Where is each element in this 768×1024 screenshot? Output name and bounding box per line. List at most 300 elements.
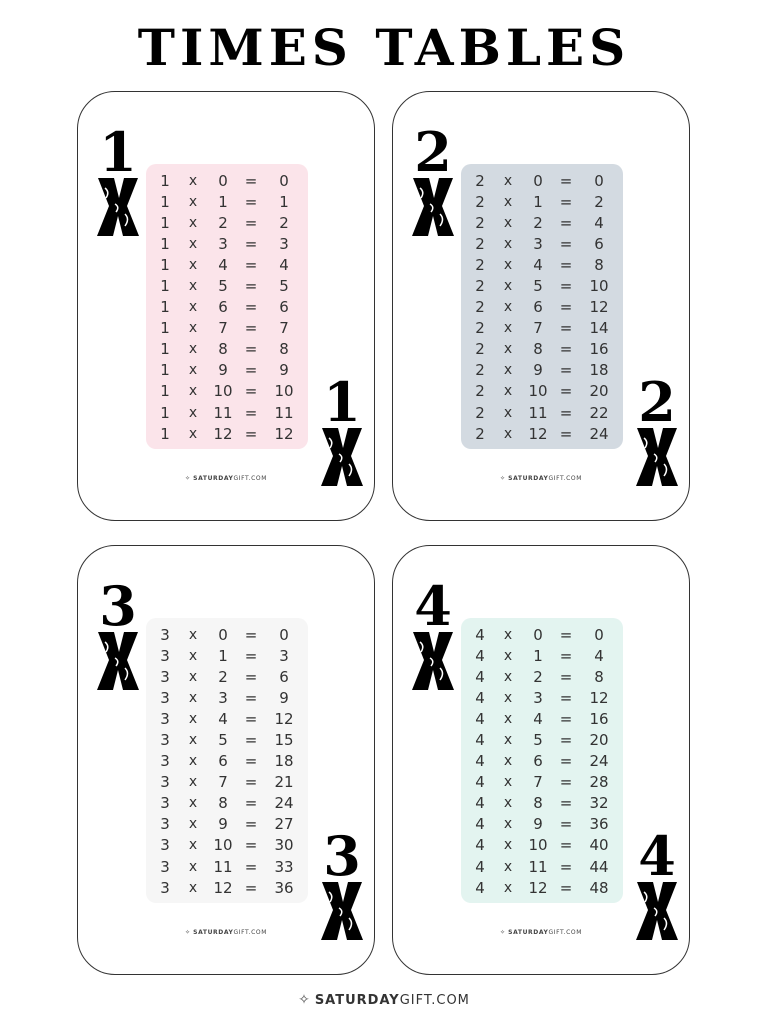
product: 8 [279, 340, 289, 359]
multiplier: 7 [218, 773, 228, 792]
equals-sign: = [244, 403, 258, 422]
multiplier: 1 [533, 646, 543, 665]
equals-sign: = [244, 340, 258, 359]
equals-sign: = [244, 382, 258, 401]
brand-bold: SATURDAY [193, 475, 234, 482]
table-row [146, 793, 308, 814]
times-sign: x [188, 214, 198, 231]
equals-sign: = [559, 731, 573, 750]
times-sign: x [188, 837, 198, 854]
equals-sign: = [244, 625, 258, 644]
equals-sign: = [559, 255, 573, 274]
product: 40 [589, 836, 609, 855]
multiplier: 11 [213, 403, 233, 422]
product: 1 [279, 192, 289, 211]
table-row [146, 729, 308, 750]
table-row [146, 191, 308, 212]
equals-sign: = [244, 878, 258, 897]
multiplicand: 3 [160, 709, 170, 728]
multiplier: 12 [528, 424, 548, 443]
star-wand-icon: ✧ [500, 475, 506, 482]
times-sign: x [188, 404, 198, 421]
product: 18 [274, 752, 294, 771]
multiplier: 4 [533, 255, 543, 274]
multiplicand: 1 [160, 382, 170, 401]
product: 48 [589, 878, 609, 897]
multiplicand: 4 [475, 815, 485, 834]
product: 12 [589, 298, 609, 317]
decorative-number-bottom [318, 824, 366, 944]
times-sign: x [503, 879, 513, 896]
star-wand-icon: ✧ [500, 929, 506, 936]
table-box [146, 618, 308, 903]
multiplier: 10 [213, 836, 233, 855]
table-box [461, 618, 623, 903]
multiplicand: 1 [160, 213, 170, 232]
multiplicand: 3 [160, 646, 170, 665]
multiplier: 6 [218, 752, 228, 771]
product: 2 [279, 213, 289, 232]
times-sign: x [503, 256, 513, 273]
equals-sign: = [244, 277, 258, 296]
decorative-digit: 2 [414, 120, 452, 184]
multiplier: 11 [528, 857, 548, 876]
table-row [146, 402, 308, 423]
equals-sign: = [244, 255, 258, 274]
multiplicand: 4 [475, 625, 485, 644]
card-brand [78, 475, 374, 482]
multiplier: 2 [533, 213, 543, 232]
equals-sign: = [559, 192, 573, 211]
multiplicand: 2 [475, 361, 485, 380]
equals-sign: = [244, 298, 258, 317]
product: 30 [274, 836, 294, 855]
table-row [461, 793, 623, 814]
table-row [146, 835, 308, 856]
table-row [146, 318, 308, 339]
product: 7 [279, 319, 289, 338]
times-sign: x [503, 299, 513, 316]
table-row [461, 402, 623, 423]
multiplier: 7 [533, 773, 543, 792]
times-sign: x [503, 320, 513, 337]
times-sign: x [188, 668, 198, 685]
multiplicand: 1 [160, 361, 170, 380]
equals-sign: = [559, 878, 573, 897]
product: 6 [279, 667, 289, 686]
product: 6 [279, 298, 289, 317]
multiplicand: 3 [160, 836, 170, 855]
multiplier: 0 [533, 171, 543, 190]
equals-sign: = [559, 667, 573, 686]
decorative-digit: 4 [638, 824, 676, 888]
product: 10 [589, 277, 609, 296]
times-sign: x [503, 816, 513, 833]
table-row [461, 624, 623, 645]
multiplier: 8 [218, 340, 228, 359]
multiplier: 8 [533, 794, 543, 813]
equals-sign: = [559, 382, 573, 401]
product: 11 [274, 403, 294, 422]
times-sign: x [188, 256, 198, 273]
times-sign: x [188, 383, 198, 400]
times-sign: x [188, 299, 198, 316]
equals-sign: = [244, 171, 258, 190]
table-row [146, 360, 308, 381]
equals-sign: = [244, 213, 258, 232]
multiplicand: 4 [475, 646, 485, 665]
decorative-x-icon [409, 630, 457, 692]
times-table-card-1 [77, 91, 375, 521]
product: 24 [589, 752, 609, 771]
decorative-digit: 2 [638, 370, 676, 434]
multiplier: 1 [218, 192, 228, 211]
table-row [146, 339, 308, 360]
table-box [146, 164, 308, 449]
equals-sign: = [244, 794, 258, 813]
multiplier: 3 [533, 234, 543, 253]
product: 27 [274, 815, 294, 834]
star-wand-icon: ✧ [298, 992, 311, 1008]
multiplier: 0 [218, 171, 228, 190]
multiplicand: 4 [475, 857, 485, 876]
times-sign: x [188, 235, 198, 252]
table-row [461, 275, 623, 296]
product: 14 [589, 319, 609, 338]
multiplier: 9 [218, 361, 228, 380]
times-table-card-3 [77, 545, 375, 975]
product: 0 [594, 171, 604, 190]
multiplier: 12 [528, 878, 548, 897]
equals-sign: = [559, 213, 573, 232]
equals-sign: = [559, 752, 573, 771]
product: 22 [589, 403, 609, 422]
decorative-number-bottom [633, 370, 681, 490]
multiplicand: 3 [160, 667, 170, 686]
times-sign: x [188, 425, 198, 442]
times-sign: x [503, 383, 513, 400]
product: 5 [279, 277, 289, 296]
times-sign: x [503, 235, 513, 252]
times-sign: x [188, 689, 198, 706]
equals-sign: = [244, 234, 258, 253]
times-sign: x [188, 193, 198, 210]
table-row [146, 212, 308, 233]
times-sign: x [503, 774, 513, 791]
table-row [146, 233, 308, 254]
equals-sign: = [244, 646, 258, 665]
table-row [461, 233, 623, 254]
table-row [461, 212, 623, 233]
table-row [461, 877, 623, 898]
times-sign: x [188, 774, 198, 791]
decorative-number-top [409, 120, 457, 240]
multiplier: 9 [533, 361, 543, 380]
multiplicand: 3 [160, 857, 170, 876]
table-row [146, 772, 308, 793]
table-row [461, 687, 623, 708]
times-sign: x [188, 626, 198, 643]
table-row [461, 423, 623, 444]
times-sign: x [503, 647, 513, 664]
times-sign: x [188, 362, 198, 379]
product: 18 [589, 361, 609, 380]
equals-sign: = [559, 424, 573, 443]
equals-sign: = [244, 857, 258, 876]
multiplicand: 1 [160, 234, 170, 253]
product: 36 [274, 878, 294, 897]
equals-sign: = [244, 752, 258, 771]
card-brand [78, 929, 374, 936]
table-row [146, 666, 308, 687]
multiplicand: 2 [475, 234, 485, 253]
multiplier: 0 [218, 625, 228, 644]
multiplicand: 4 [475, 709, 485, 728]
times-sign: x [503, 837, 513, 854]
table-row [461, 814, 623, 835]
times-sign: x [503, 172, 513, 189]
multiplicand: 3 [160, 688, 170, 707]
multiplicand: 3 [160, 815, 170, 834]
product: 24 [589, 424, 609, 443]
equals-sign: = [244, 731, 258, 750]
times-sign: x [503, 858, 513, 875]
product: 12 [274, 709, 294, 728]
times-sign: x [503, 753, 513, 770]
table-row [461, 729, 623, 750]
times-table-card-2 [392, 91, 690, 521]
multiplier: 7 [533, 319, 543, 338]
product: 9 [279, 688, 289, 707]
multiplier: 1 [218, 646, 228, 665]
multiplicand: 4 [475, 836, 485, 855]
multiplier: 4 [218, 255, 228, 274]
footer-brand-rest: GIFT.COM [399, 993, 470, 1008]
footer-brand [0, 992, 768, 1008]
decorative-x-icon [94, 176, 142, 238]
equals-sign: = [559, 403, 573, 422]
product: 16 [589, 340, 609, 359]
times-sign: x [188, 278, 198, 295]
multiplier: 10 [528, 836, 548, 855]
product: 0 [279, 625, 289, 644]
table-row [146, 856, 308, 877]
product: 12 [589, 688, 609, 707]
multiplier: 4 [533, 709, 543, 728]
product: 33 [274, 857, 294, 876]
product: 36 [589, 815, 609, 834]
product: 16 [589, 709, 609, 728]
equals-sign: = [559, 794, 573, 813]
multiplicand: 2 [475, 277, 485, 296]
decorative-digit: 1 [323, 370, 361, 434]
table-row [146, 275, 308, 296]
equals-sign: = [559, 340, 573, 359]
equals-sign: = [559, 709, 573, 728]
product: 4 [279, 255, 289, 274]
table-row [146, 814, 308, 835]
multiplier: 10 [213, 382, 233, 401]
table-row [461, 381, 623, 402]
times-sign: x [503, 193, 513, 210]
table-row [461, 297, 623, 318]
multiplicand: 2 [475, 424, 485, 443]
table-row [146, 423, 308, 444]
decorative-number-top [94, 574, 142, 694]
multiplicand: 1 [160, 277, 170, 296]
multiplicand: 2 [475, 382, 485, 401]
multiplier: 3 [218, 234, 228, 253]
decorative-digit: 3 [323, 824, 361, 888]
multiplicand: 1 [160, 340, 170, 359]
product: 15 [274, 731, 294, 750]
decorative-number-bottom [318, 370, 366, 490]
multiplicand: 2 [475, 171, 485, 190]
times-sign: x [188, 710, 198, 727]
multiplicand: 3 [160, 625, 170, 644]
product: 9 [279, 361, 289, 380]
multiplicand: 3 [160, 731, 170, 750]
table-row [146, 708, 308, 729]
equals-sign: = [559, 836, 573, 855]
brand-rest: GIFT.COM [548, 475, 582, 482]
star-wand-icon: ✧ [185, 929, 191, 936]
equals-sign: = [244, 688, 258, 707]
multiplier: 11 [528, 403, 548, 422]
product: 10 [274, 382, 294, 401]
equals-sign: = [559, 234, 573, 253]
brand-rest: GIFT.COM [233, 475, 267, 482]
multiplier: 3 [218, 688, 228, 707]
decorative-x-icon [409, 176, 457, 238]
decorative-digit: 1 [99, 120, 137, 184]
product: 2 [594, 192, 604, 211]
table-row [146, 645, 308, 666]
product: 3 [279, 646, 289, 665]
times-sign: x [188, 753, 198, 770]
decorative-x-icon [94, 630, 142, 692]
multiplicand: 2 [475, 403, 485, 422]
multiplier: 9 [533, 815, 543, 834]
times-sign: x [188, 647, 198, 664]
multiplier: 4 [218, 709, 228, 728]
multiplier: 8 [533, 340, 543, 359]
multiplicand: 3 [160, 773, 170, 792]
table-row [146, 687, 308, 708]
product: 3 [279, 234, 289, 253]
table-row [146, 877, 308, 898]
table-row [461, 751, 623, 772]
table-row [146, 624, 308, 645]
times-sign: x [188, 341, 198, 358]
decorative-number-bottom [633, 824, 681, 944]
product: 24 [274, 794, 294, 813]
decorative-number-top [409, 574, 457, 694]
times-sign: x [503, 626, 513, 643]
page-title: TIMES TABLES [137, 18, 631, 77]
multiplicand: 3 [160, 752, 170, 771]
multiplicand: 1 [160, 298, 170, 317]
multiplier: 11 [213, 857, 233, 876]
multiplier: 3 [533, 688, 543, 707]
multiplicand: 4 [475, 731, 485, 750]
multiplicand: 1 [160, 171, 170, 190]
multiplier: 2 [533, 667, 543, 686]
equals-sign: = [244, 424, 258, 443]
times-sign: x [503, 689, 513, 706]
table-row [461, 835, 623, 856]
table-row [461, 318, 623, 339]
brand-bold: SATURDAY [508, 475, 549, 482]
table-row [461, 666, 623, 687]
footer-brand-bold: SATURDAY [314, 993, 400, 1008]
product: 20 [589, 731, 609, 750]
equals-sign: = [559, 815, 573, 834]
multiplier: 8 [218, 794, 228, 813]
table-row [461, 645, 623, 666]
multiplicand: 4 [475, 667, 485, 686]
multiplicand: 3 [160, 794, 170, 813]
card-brand [393, 475, 689, 482]
times-sign: x [503, 668, 513, 685]
times-table-card-4 [392, 545, 690, 975]
multiplier: 5 [218, 277, 228, 296]
equals-sign: = [244, 836, 258, 855]
multiplier: 2 [218, 667, 228, 686]
table-row [146, 254, 308, 275]
multiplicand: 2 [475, 319, 485, 338]
card-brand [393, 929, 689, 936]
times-sign: x [188, 732, 198, 749]
multiplicand: 2 [475, 192, 485, 211]
times-sign: x [503, 341, 513, 358]
table-row [146, 751, 308, 772]
table-box [461, 164, 623, 449]
multiplicand: 2 [475, 298, 485, 317]
times-sign: x [188, 172, 198, 189]
product: 28 [589, 773, 609, 792]
equals-sign: = [244, 319, 258, 338]
equals-sign: = [559, 361, 573, 380]
times-sign: x [503, 795, 513, 812]
multiplicand: 2 [475, 213, 485, 232]
table-row [461, 191, 623, 212]
equals-sign: = [559, 773, 573, 792]
product: 12 [274, 424, 294, 443]
equals-sign: = [559, 319, 573, 338]
times-sign: x [188, 320, 198, 337]
table-row [461, 772, 623, 793]
product: 8 [594, 667, 604, 686]
equals-sign: = [559, 688, 573, 707]
equals-sign: = [244, 773, 258, 792]
times-sign: x [188, 879, 198, 896]
multiplicand: 1 [160, 255, 170, 274]
brand-rest: GIFT.COM [233, 929, 267, 936]
multiplicand: 2 [475, 340, 485, 359]
equals-sign: = [244, 709, 258, 728]
table-row [461, 339, 623, 360]
equals-sign: = [244, 667, 258, 686]
table-row [461, 254, 623, 275]
equals-sign: = [559, 625, 573, 644]
times-sign: x [188, 795, 198, 812]
product: 44 [589, 857, 609, 876]
decorative-digit: 4 [414, 574, 452, 638]
multiplier: 9 [218, 815, 228, 834]
times-sign: x [503, 404, 513, 421]
equals-sign: = [244, 815, 258, 834]
